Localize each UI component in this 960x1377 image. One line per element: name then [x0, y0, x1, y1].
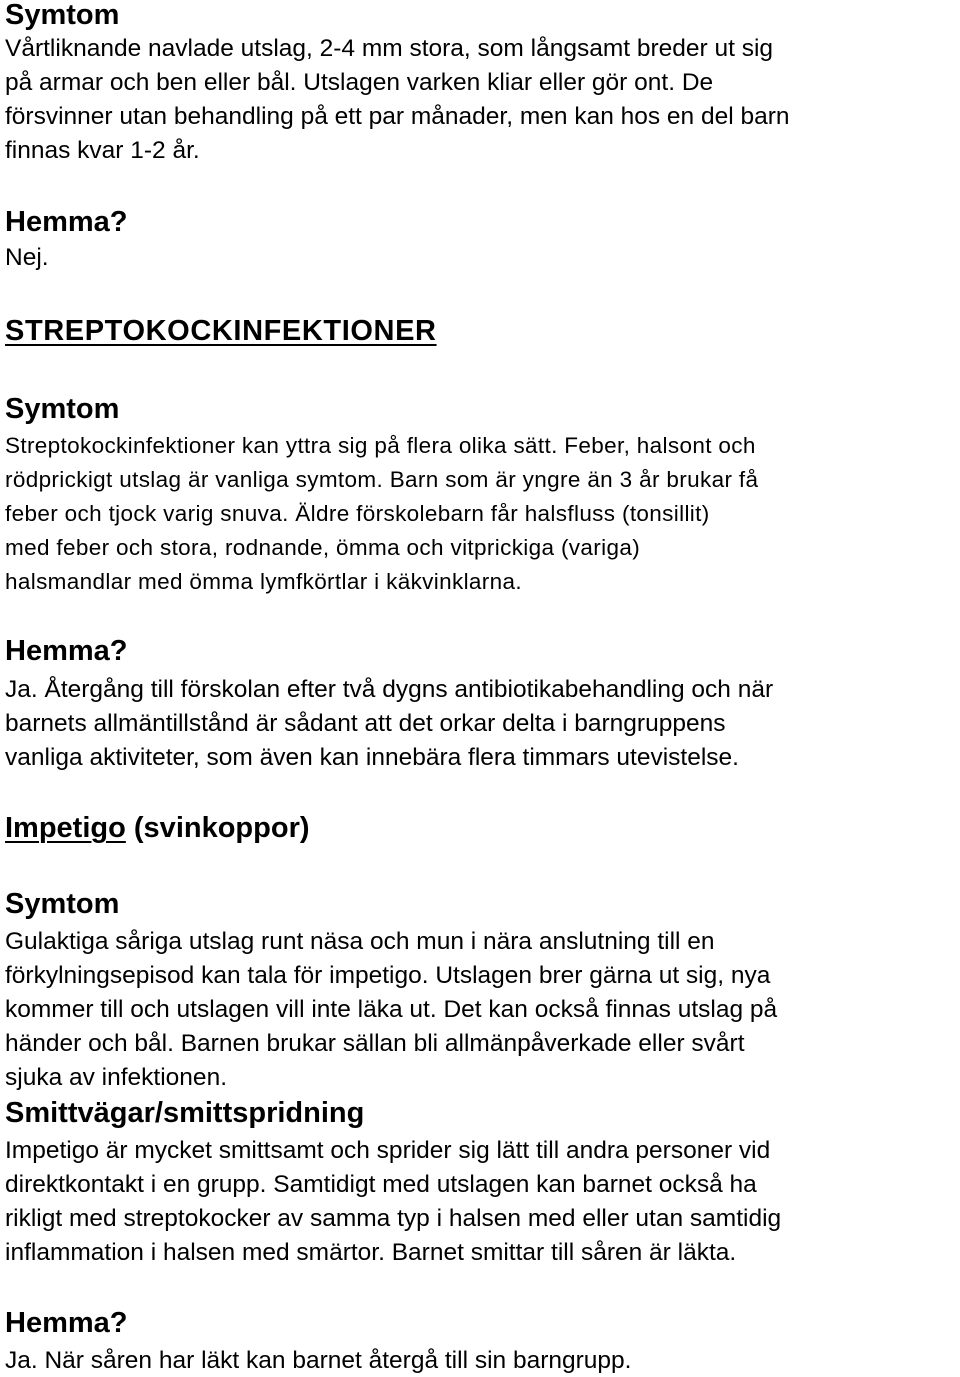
- body-text-line: förkylningsepisod kan tala för impetigo. Utslagen brer gärna ut sig, nya: [5, 962, 771, 989]
- body-text-line: feber och tjock varig snuva. Äldre förskolebarn får halsfluss (tonsillit): [5, 501, 710, 526]
- body-text-line: kommer till och utslagen vill inte läka ut. Det kan också finnas utslag på: [5, 996, 778, 1023]
- section-title-impetigo: [5, 814, 310, 843]
- body-text-line: händer och bål. Barnen brukar sällan bli allmänpåverkade eller svårt: [5, 1030, 745, 1057]
- body-text-line: barnets allmäntillstånd är sådant att det orkar delta i barngruppens: [5, 710, 726, 737]
- body-text-line: Vårtliknande navlade utslag, 2-4 mm stora, som långsamt breder ut sig: [5, 35, 774, 62]
- body-text-line: sjuka av infektionen.: [5, 1064, 227, 1091]
- symtom-heading: Symtom: [5, 888, 120, 920]
- smittvagar-heading: Smittvägar/smittspridning: [5, 1097, 365, 1129]
- body-text-line: på armar och ben eller bål. Utslagen varken kliar eller gör ont. De: [5, 69, 714, 96]
- body-text-line: vanliga aktiviteter, som även kan innebära flera timmars utevistelse.: [5, 744, 739, 771]
- body-text-line: Impetigo är mycket smittsamt och sprider sig lätt till andra personer vid: [5, 1137, 771, 1164]
- body-text-line: direktkontakt i en grupp. Samtidigt med utslagen kan barnet också ha: [5, 1171, 757, 1198]
- section-title-streptokock: STREPTOKOCKINFEKTIONER: [5, 315, 437, 347]
- hemma-heading: Hemma?: [5, 1307, 128, 1339]
- hemma-answer: Nej.: [5, 244, 49, 271]
- body-text-line: Gulaktiga såriga utslag runt näsa och mun i nära anslutning till en: [5, 928, 715, 955]
- body-text-line: försvinner utan behandling på ett par månader, men kan hos en del barn: [5, 103, 790, 130]
- impetigo-title-main: Impetigo: [5, 812, 126, 844]
- symtom-heading: Symtom: [5, 0, 120, 31]
- symtom-heading: Symtom: [5, 393, 120, 425]
- hemma-answer: Ja. När såren har läkt kan barnet återgå till sin barngrupp.: [5, 1347, 632, 1374]
- body-text-line: finnas kvar 1-2 år.: [5, 137, 200, 164]
- hemma-heading: Hemma?: [5, 635, 128, 667]
- body-text-line: Ja. Återgång till förskolan efter två dygns antibiotikabehandling och när: [5, 676, 774, 703]
- body-text-line: inflammation i halsen med smärtor. Barnet smittar till såren är läkta.: [5, 1239, 737, 1266]
- hemma-heading: Hemma?: [5, 206, 128, 238]
- body-text-line: med feber och stora, rodnande, ömma och vitprickiga (variga): [5, 535, 641, 560]
- body-text-line: rikligt med streptokocker av samma typ i halsen med eller utan samtidig: [5, 1205, 782, 1232]
- impetigo-title-sub: (svinkoppor): [125, 812, 310, 844]
- body-text-line: Streptokockinfektioner kan yttra sig på flera olika sätt. Feber, halsont och: [5, 433, 756, 458]
- body-text-line: halsmandlar med ömma lymfkörtlar i käkvinklarna.: [5, 569, 522, 594]
- body-text-line: rödprickigt utslag är vanliga symtom. Barn som är yngre än 3 år brukar få: [5, 467, 759, 492]
